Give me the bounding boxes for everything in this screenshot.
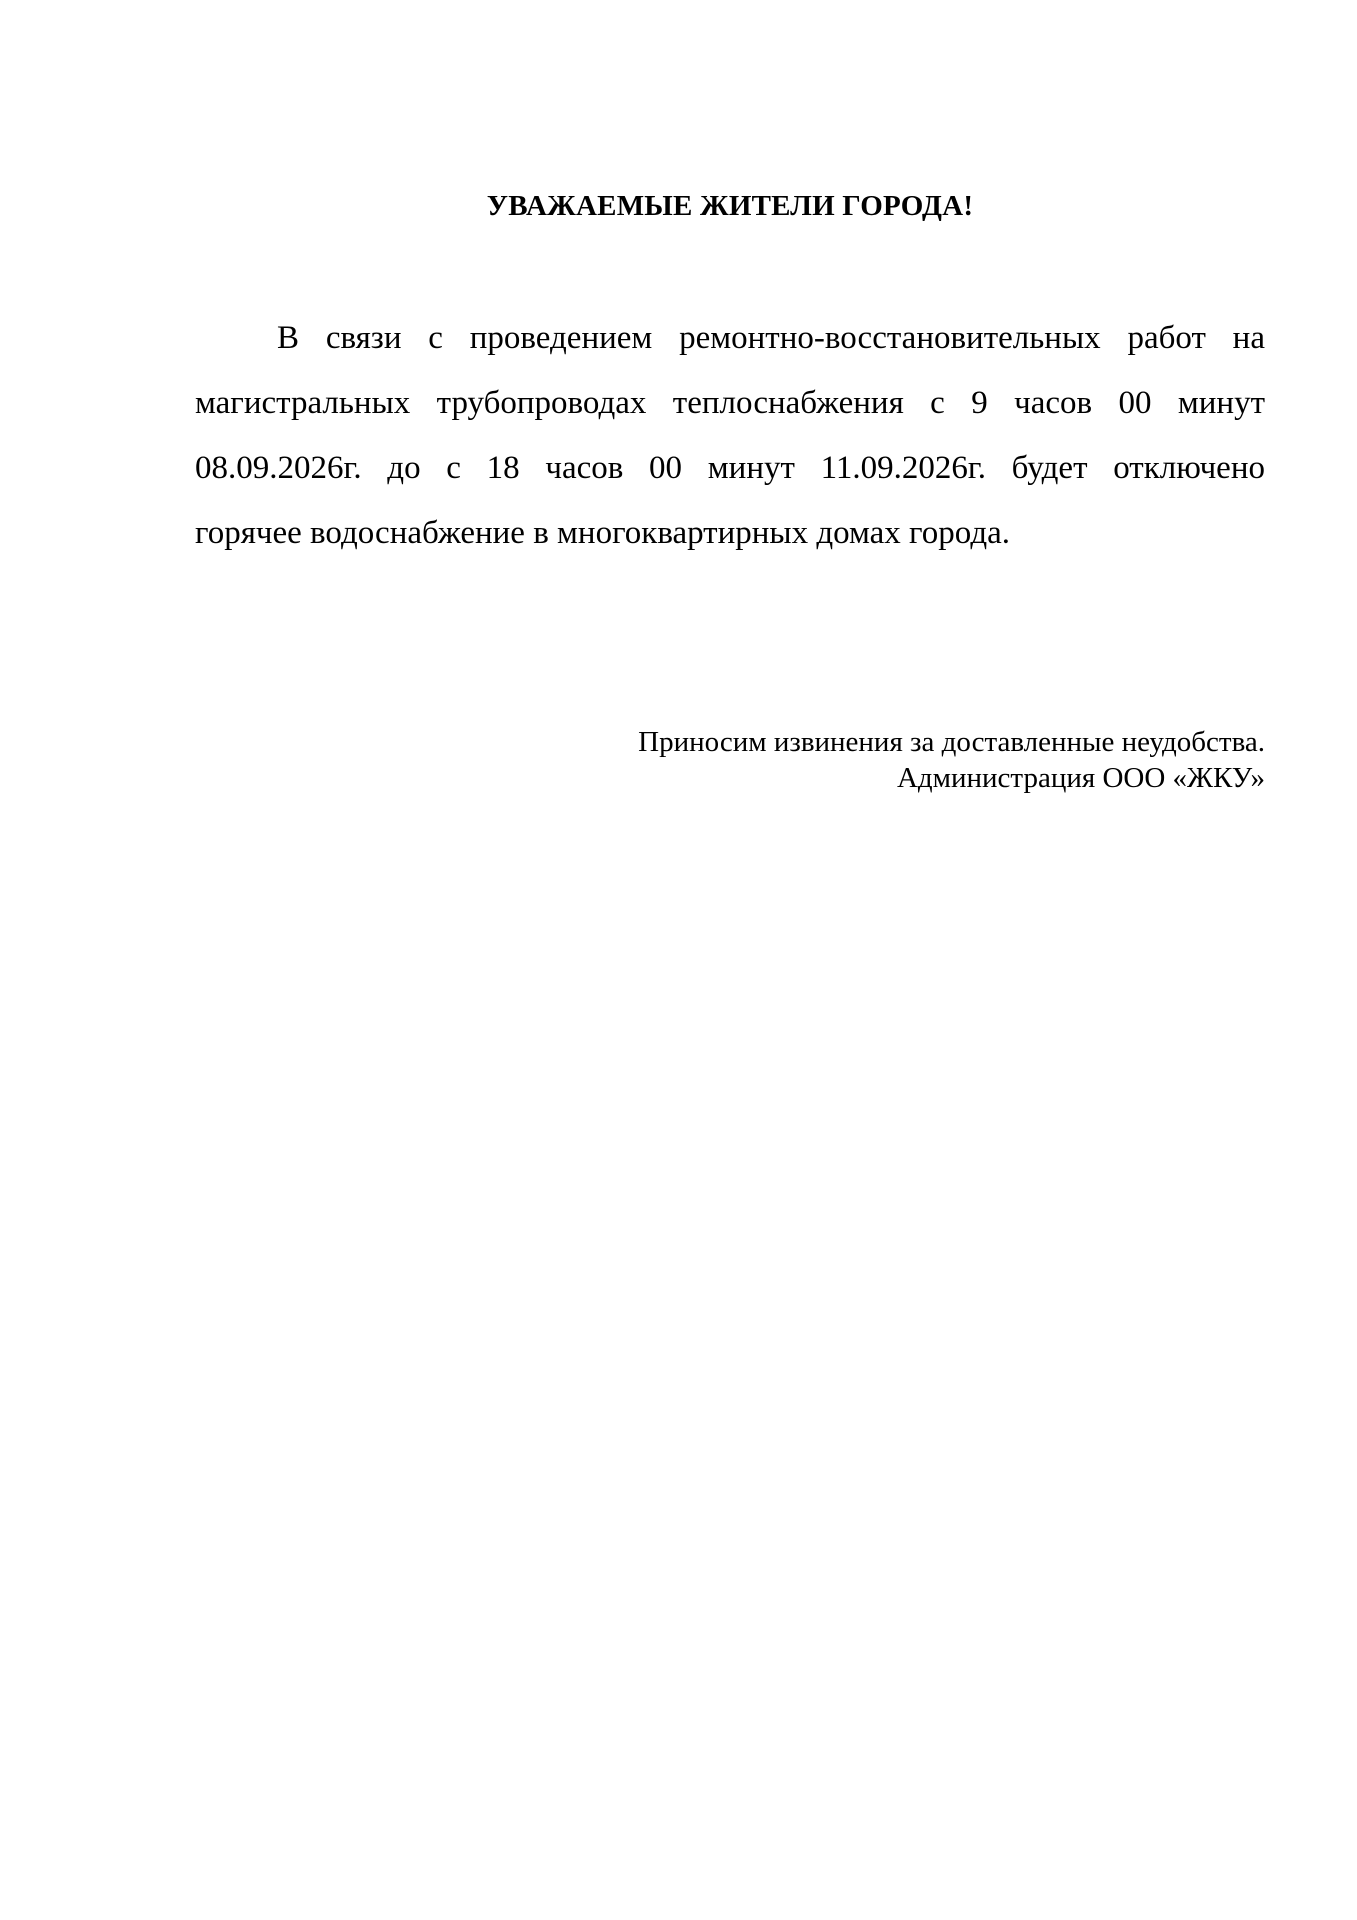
- signature-text: Администрация ООО «ЖКУ»: [896, 762, 1265, 794]
- notice-body: [195, 306, 1265, 566]
- notice-body-line-1: В связи с проведением ремонтно-восстановительных работ на: [277, 320, 1265, 356]
- notice-title: УВАЖАЕМЫЕ ЖИТЕЛИ ГОРОДА!: [486, 190, 974, 222]
- notice-body-line-2: магистральных трубопроводах теплоснабжения с 9 часов 00 минут: [195, 385, 1265, 421]
- apology-text: Приносим извинения за доставленные неудобства.: [638, 726, 1265, 758]
- notice-closing: [195, 724, 1265, 796]
- notice-body-line-3: 08.09.2026г. до с 18 часов 00 минут 11.09.2026г. будет отключено: [195, 450, 1265, 486]
- notice-body-line-4: горячее водоснабжение в многоквартирных домах города.: [195, 515, 1011, 551]
